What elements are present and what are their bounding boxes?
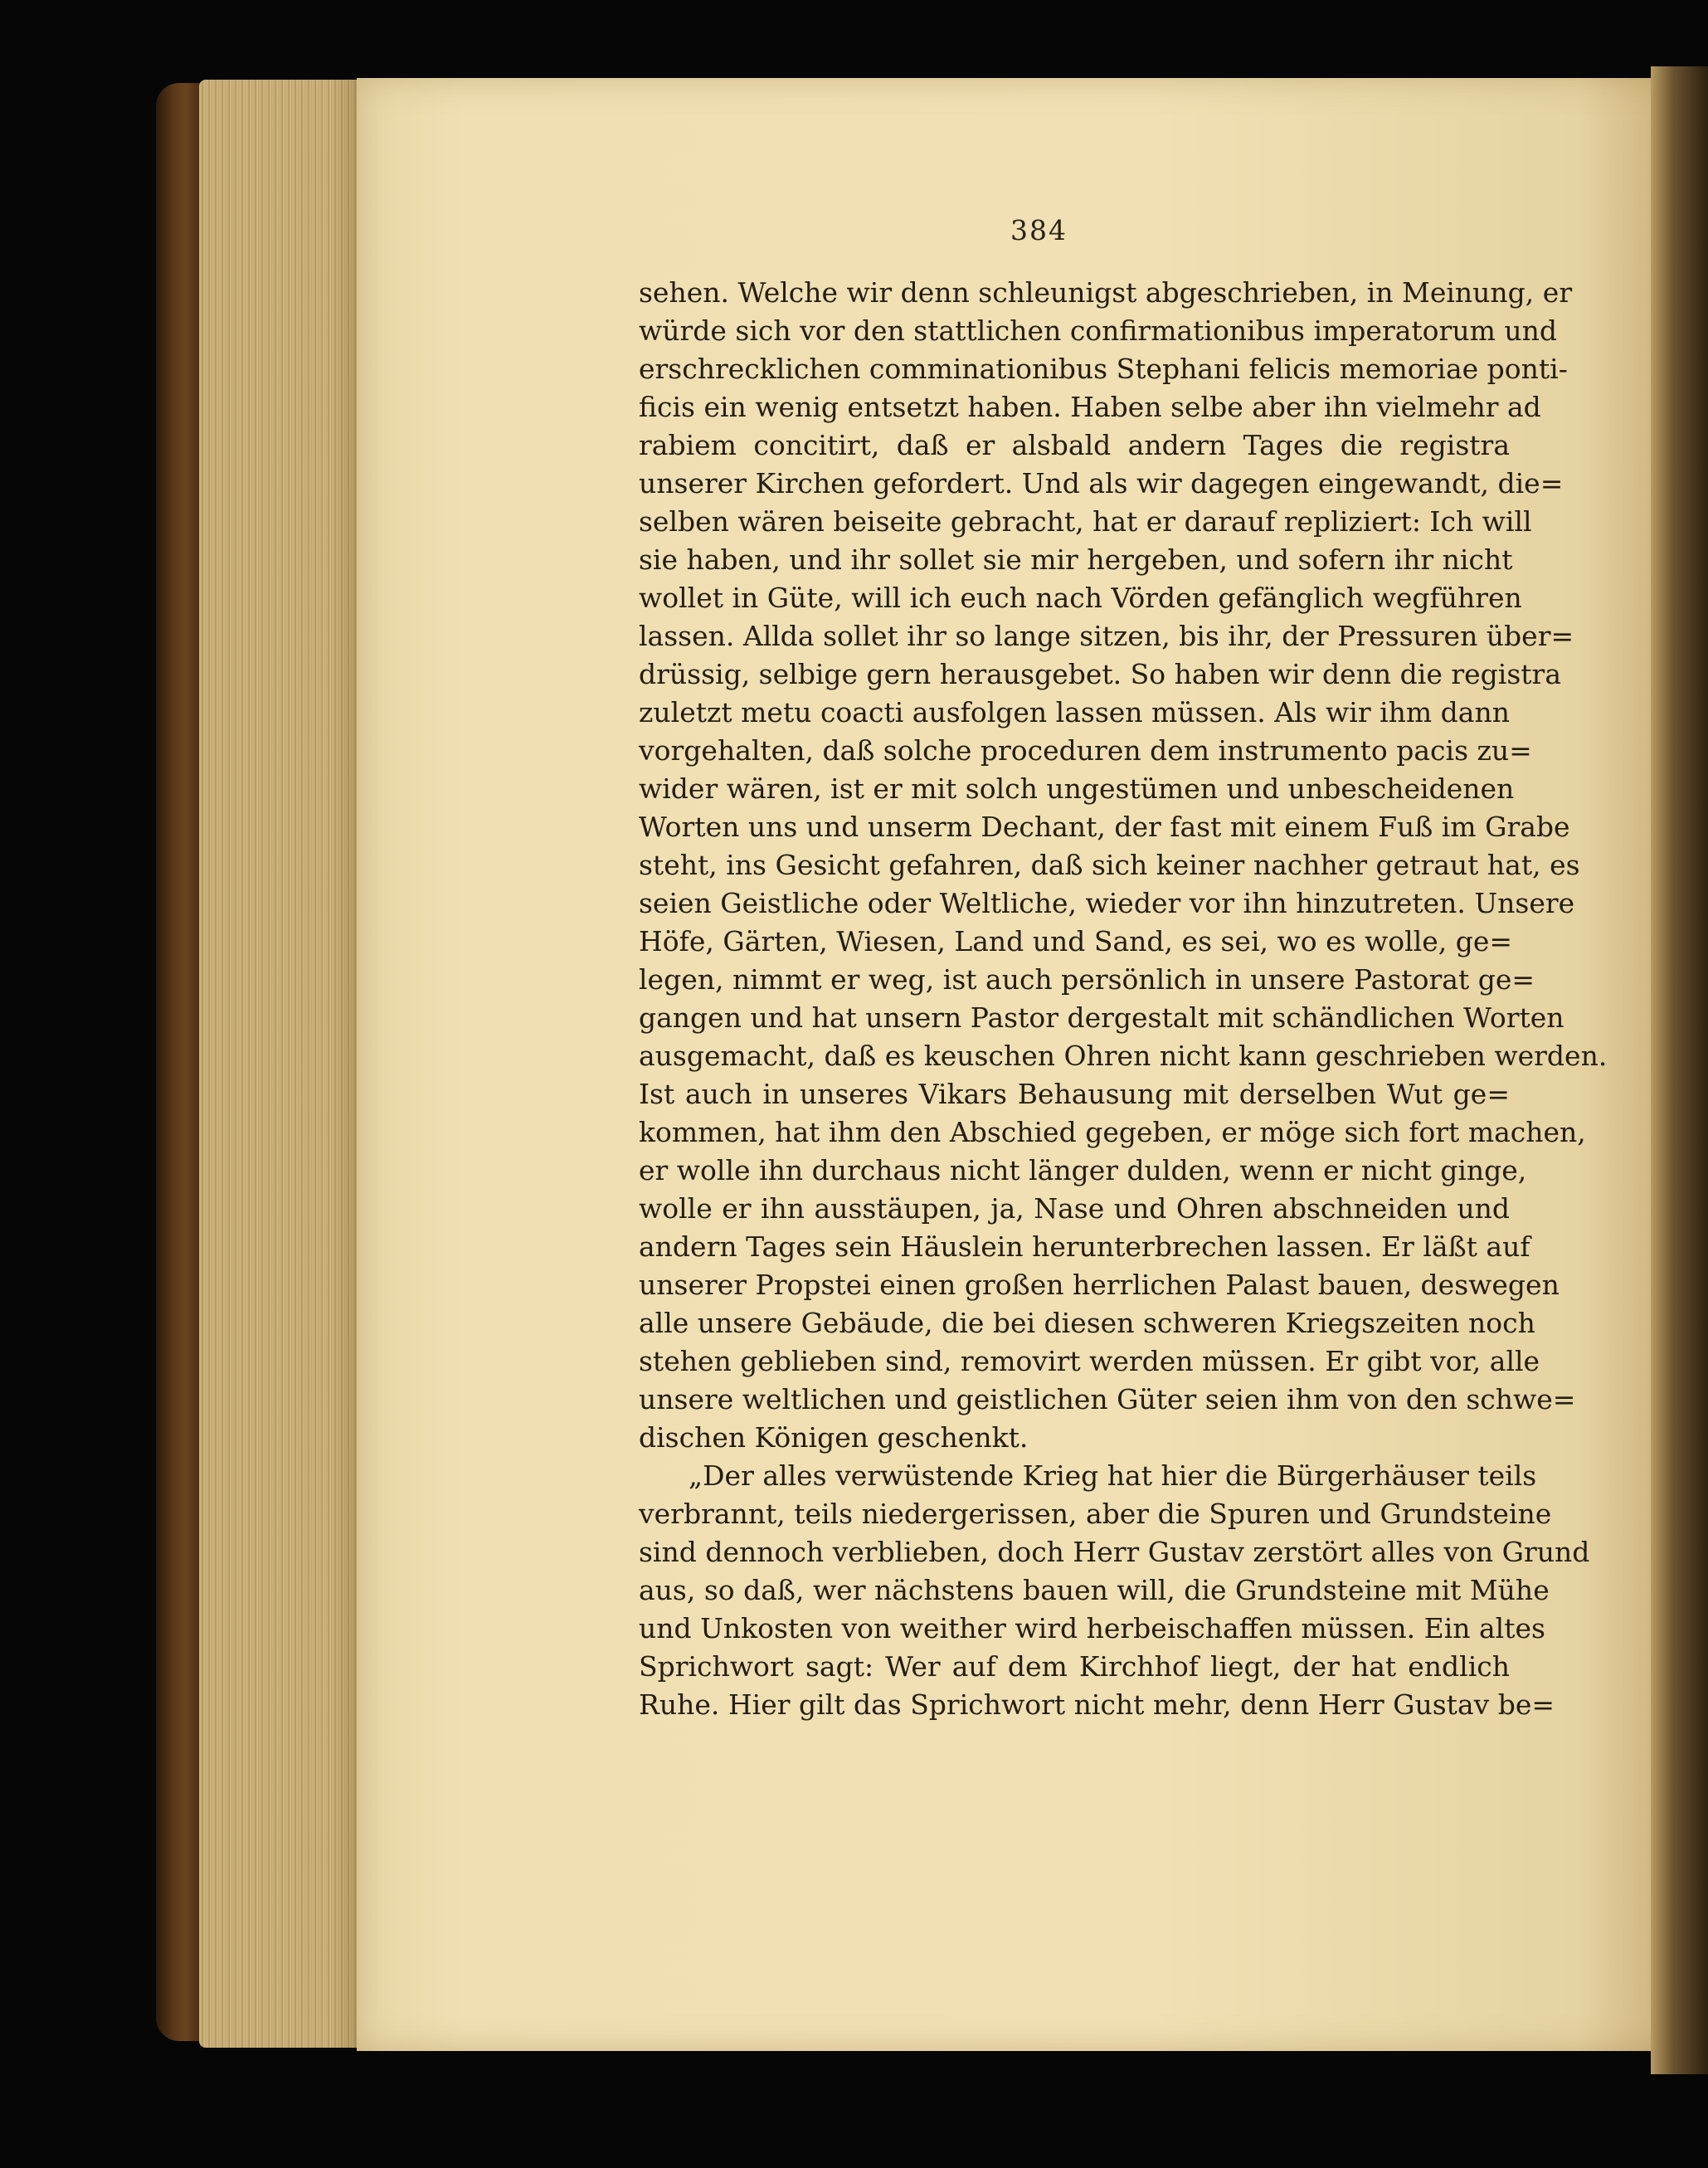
text-line: unserer Propstei einen großen herrlichen Palast bauen, deswegen [639, 1269, 1560, 1301]
text-line: drüssig, selbige gern herausgebet. So haben wir denn die registra [639, 658, 1561, 690]
text-line: wollet in Güte, will ich euch nach Vörden gefänglich wegführen [639, 582, 1522, 614]
page-number: 384 [1010, 214, 1068, 246]
text-line: alle unsere Gebäude, die bei diesen schweren Kriegszeiten noch [639, 1307, 1535, 1339]
text-line: legen, nimmt er weg, ist auch persönlich in unsere Pastorat ge= [639, 963, 1535, 996]
text-line: er wolle ihn durchaus nicht länger dulden, wenn er nicht ginge, [639, 1154, 1527, 1186]
text-line: Ist auch in unseres Vikars Behausung mit derselben Wut ge= [639, 1078, 1510, 1110]
text-line: wolle er ihn ausstäupen, ja, Nase und Ohren abschneiden und [639, 1192, 1510, 1225]
text-line: dischen Königen geschenkt. [639, 1421, 1029, 1454]
text-line: verbrannt, teils niedergerissen, aber die Spuren und Grundsteine [639, 1498, 1552, 1530]
text-line: würde sich vor den stattlichen confirmationibus imperatorum und [639, 314, 1557, 347]
text-line: kommen, hat ihm den Abschied gegeben, er möge sich fort machen, [639, 1116, 1586, 1148]
text-line: vorgehalten, daß solche proceduren dem instrumento pacis zu= [639, 734, 1532, 767]
book-gutter [1651, 66, 1708, 2074]
text-line: wider wären, ist er mit solch ungestümen und unbescheidenen [639, 772, 1515, 805]
text-line: zuletzt metu coacti ausfolgen lassen müssen. Als wir ihm dann [639, 696, 1510, 728]
text-line: ausgemacht, daß es keuschen Ohren nicht kann geschrieben werden. [639, 1040, 1608, 1072]
text-line: unserer Kirchen gefordert. Und als wir dagegen eingewandt, die= [639, 467, 1564, 499]
text-line: selben wären beiseite gebracht, hat er darauf repliziert: Ich will [639, 505, 1532, 538]
book-cover-edge [156, 83, 206, 2041]
text-line: erschrecklichen comminationibus Stephani felicis memoriae ponti- [639, 353, 1568, 385]
text-line: und Unkosten von weither wird herbeischaffen müssen. Ein altes [639, 1612, 1545, 1644]
text-line: sind dennoch verblieben, doch Herr Gustav zerstört alles von Grund [639, 1536, 1590, 1568]
text-line: andern Tages sein Häuslein herunterbrechen lassen. Er läßt auf [639, 1230, 1530, 1263]
text-line: Ruhe. Hier gilt das Sprichwort nicht mehr, denn Herr Gustav be= [639, 1688, 1555, 1721]
text-line: sehen. Welche wir denn schleunigst abgeschrieben, in Meinung, er [639, 276, 1573, 309]
text-line: lassen. Allda sollet ihr so lange sitzen, bis ihr, der Pressuren über= [639, 620, 1574, 652]
text-line: gangen und hat unsern Pastor dergestalt mit schändlichen Worten [639, 1001, 1564, 1034]
text-line: Sprichwort sagt: Wer auf dem Kirchhof liegt, der hat endlich [639, 1650, 1510, 1683]
page-text [639, 274, 1608, 1724]
text-line: aus, so daß, wer nächstens bauen will, die Grundsteine mit Mühe [639, 1574, 1550, 1606]
text-line: Höfe, Gärten, Wiesen, Land und Sand, es sei, wo es wolle, ge= [639, 925, 1513, 957]
text-line: ficis ein wenig entsetzt haben. Haben selbe aber ihn vielmehr ad [639, 391, 1541, 423]
text-line: Worten uns und unserm Dechant, der fast mit einem Fuß im Grabe [639, 811, 1570, 843]
text-line: unsere weltlichen und geistlichen Güter seien ihm von den schwe= [639, 1383, 1576, 1415]
text-line: rabiem concitirt, daß er alsbald andern Tages die registra [639, 429, 1510, 461]
text-line: sie haben, und ihr sollet sie mir hergeben, und sofern ihr nicht [639, 543, 1513, 576]
text-line: stehen geblieben sind, removirt werden müssen. Er gibt vor, alle [639, 1345, 1540, 1377]
text-line: „Der alles verwüstende Krieg hat hier die Bürgerhäuser teils [689, 1459, 1537, 1492]
text-line: seien Geistliche oder Weltliche, wieder vor ihn hinzutreten. Unsere [639, 887, 1575, 919]
text-line: steht, ins Gesicht gefahren, daß sich keiner nachher getraut hat, es [639, 849, 1580, 881]
